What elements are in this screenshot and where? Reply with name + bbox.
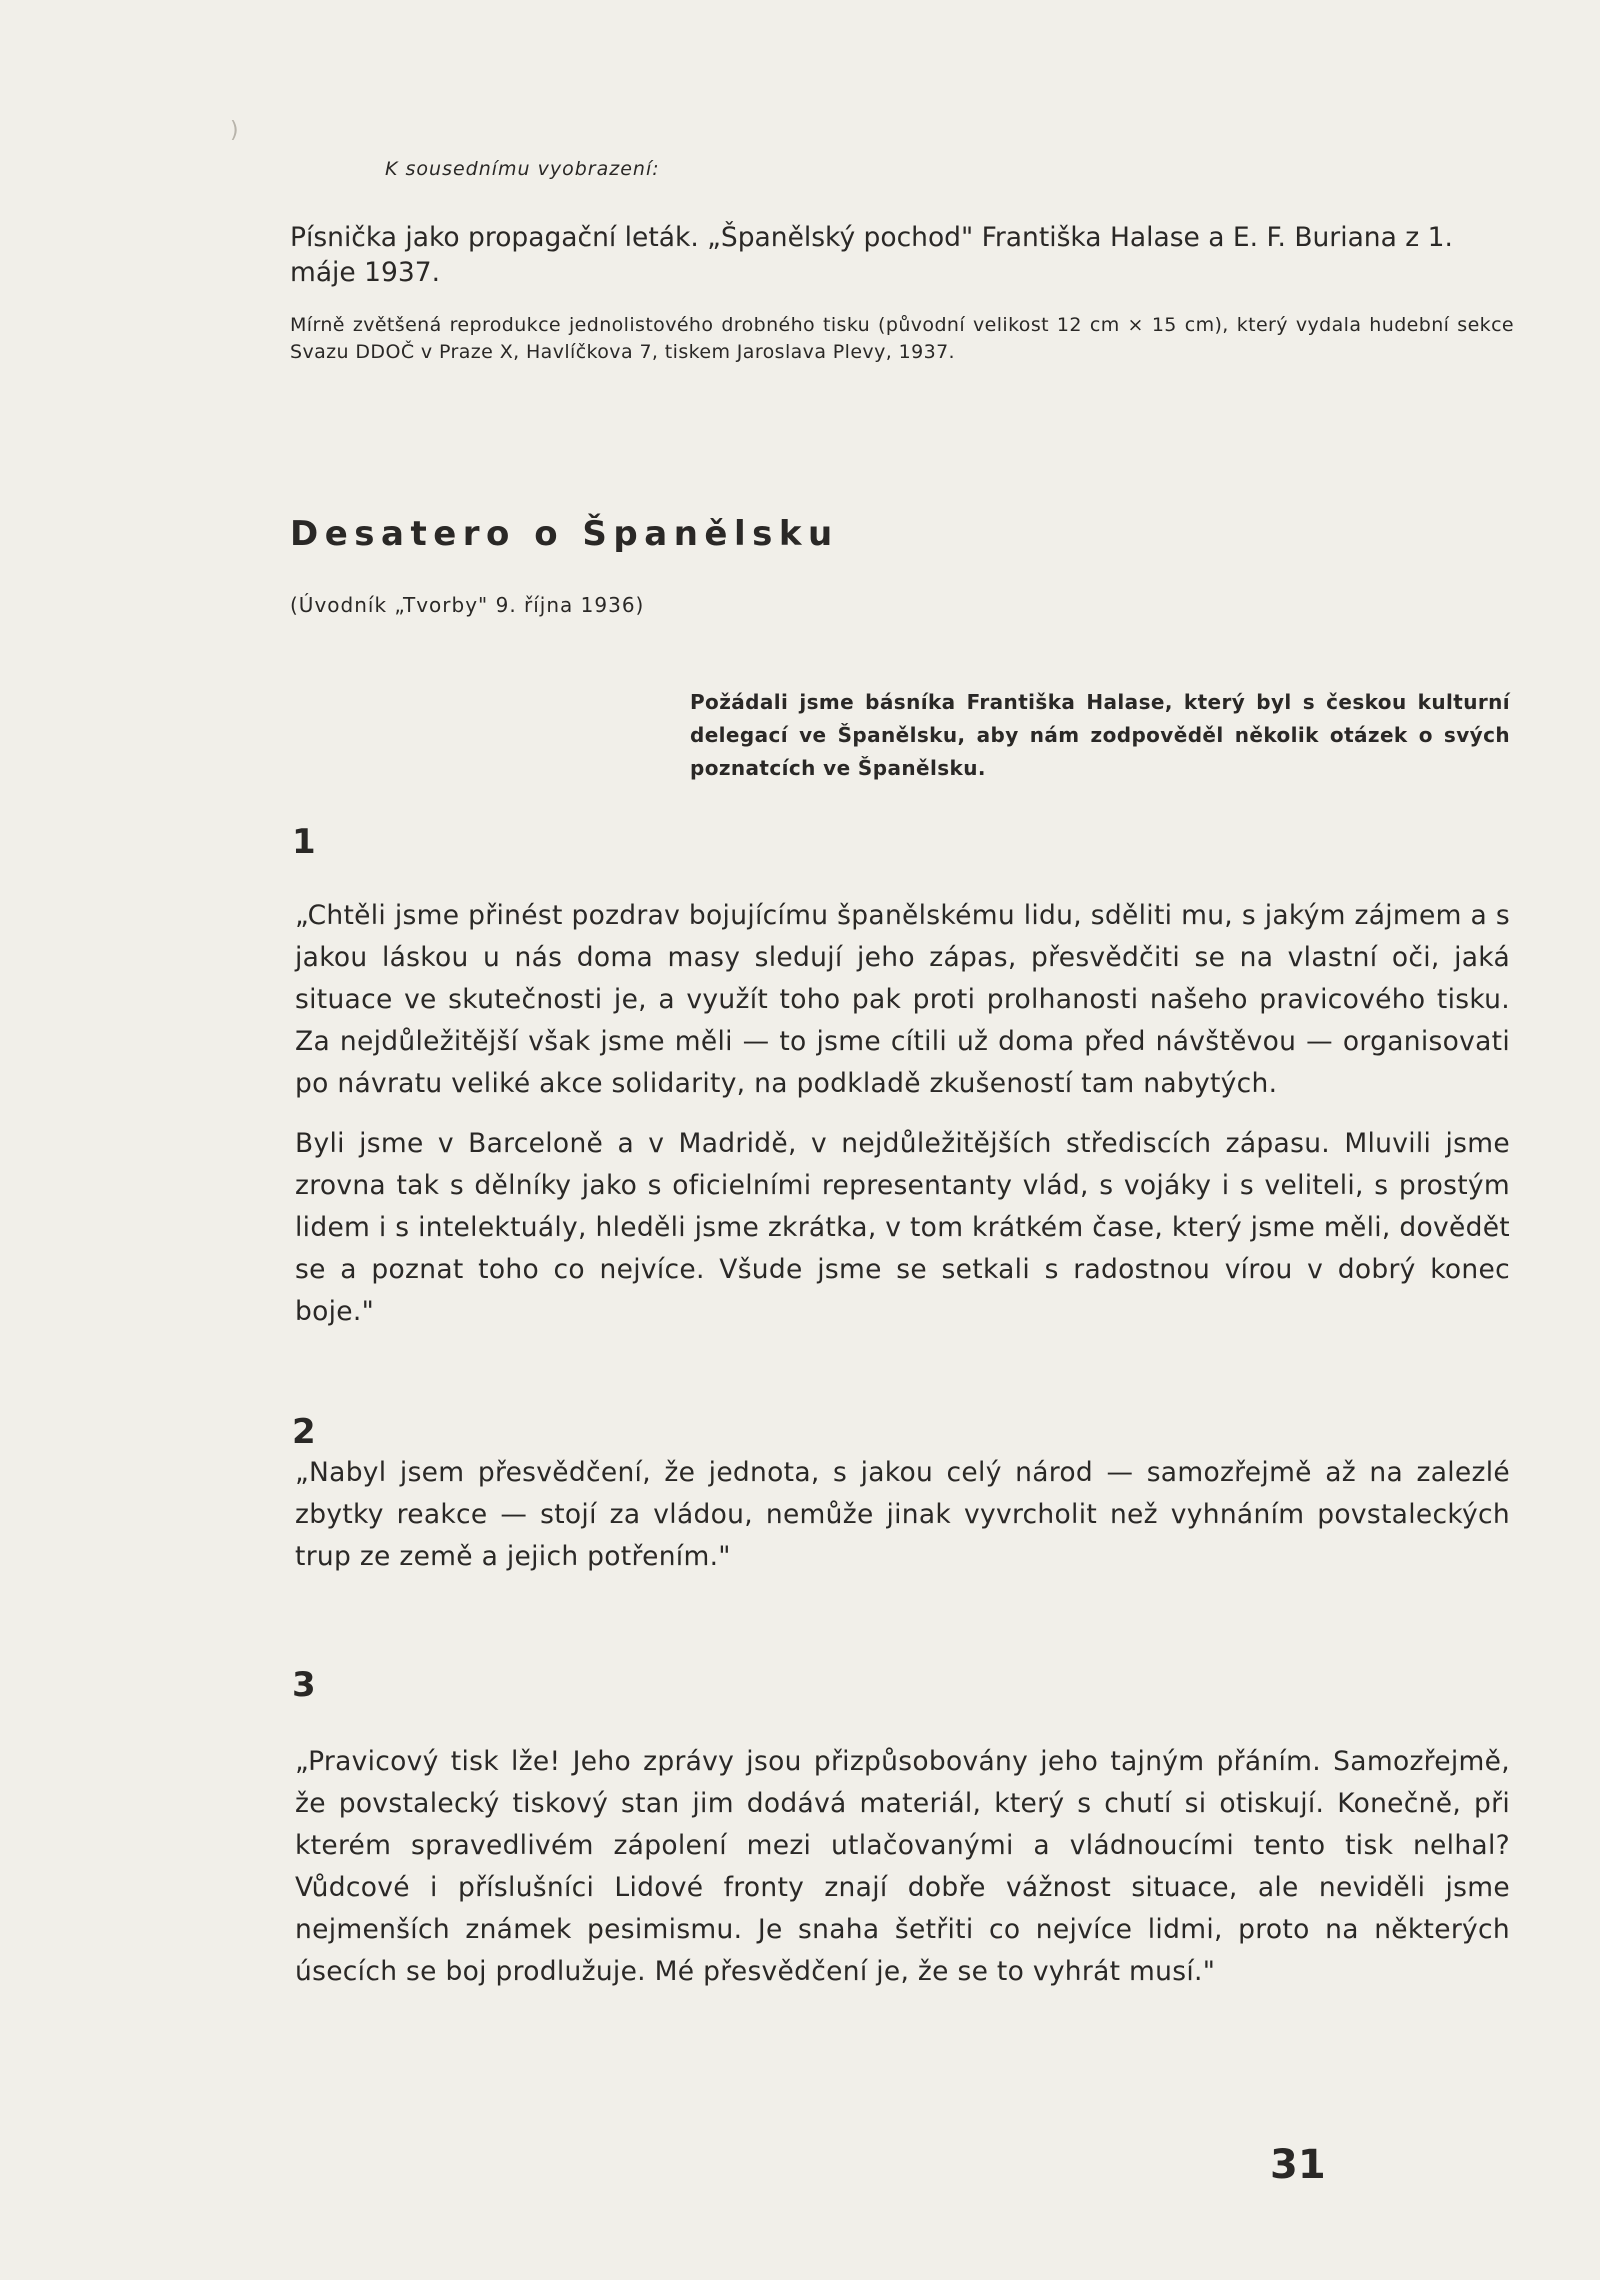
article-source: (Úvodník „Tvorby" 9. října 1936)	[290, 593, 645, 617]
answer-1-paragraph-2: Byli jsme v Barceloně a v Madridě, v nejdůležitějších střediscích zápasu. Mluvili jsme zrovna tak s dělníky jako s oficielními representanty vlád, s vojáky i s veliteli, s prostým lidem i s intelektuály, hleděli jsme zkrátka, v tom krátkém čase, který jsme měli, dovědět se a poznat toho co nejvíce. Všude jsme se setkali s radostnou vírou v dobrý konec boje."	[295, 1128, 1510, 1327]
question-number-1: 1	[292, 822, 316, 862]
caption-note: Mírně zvětšená reprodukce jednolistového drobného tisku (původní velikost 12 cm × 15 cm), který vydala hudební sekce Svazu DDOČ v Praze X, Havlíčkova 7, tiskem Jaroslava Plevy, 1937.	[290, 314, 1514, 363]
article-heading: Desatero o Španělsku	[290, 514, 839, 554]
answer-2	[295, 1452, 1510, 1578]
margin-mark: )	[230, 118, 239, 143]
page-number: 31	[1270, 2142, 1326, 2188]
answer-3	[295, 1741, 1510, 1993]
caption-title: Písnička jako propagační leták. „Španělský pochod" Františka Halase a E. F. Buriana z 1. máje 1937.	[290, 222, 1453, 288]
caption-intro: K sousednímu vyobrazení:	[385, 158, 660, 180]
answer-2-paragraph-1: „Nabyl jsem přesvědčení, že jednota, s jakou celý národ — samozřejmě až na zalezlé zbytky reakce — stojí za vládou, nemůže jinak vyvrcholit než vyhnáním povstaleckých trup ze země a jejich potřením."	[295, 1457, 1510, 1572]
question-number-3: 3	[292, 1665, 316, 1705]
answer-1-paragraph-1: „Chtěli jsme přinést pozdrav bojujícímu španělskému lidu, sděliti mu, s jakým zájmem a s jakou láskou u nás doma masy sledují jeho zápas, přesvědčiti se na vlastní oči, jaká situace ve skutečnosti je, a využít toho pak proti prolhanosti našeho pravicového tisku. Za nejdůležitější však jsme měli — to jsme cítili už doma před návštěvou — organisovati po návratu veliké akce solidarity, na podkladě zkušeností tam nabytých.	[295, 900, 1510, 1099]
answer-1	[295, 895, 1510, 1333]
answer-3-paragraph-1: „Pravicový tisk lže! Jeho zprávy jsou přizpůsobovány jeho tajným přáním. Samozřejmě, že povstalecký tiskový stan jim dodává materiál, který s chutí si otiskují. Konečně, při kterém spravedlivém zápolení mezi utlačovanými a vládnoucími tento tisk nelhal? Vůdcové i příslušníci Lidové fronty znají dobře vážnost situace, ale neviděli jsme nejmenších známek pesimismu. Je snaha šetřiti co nejvíce lidmi, proto na některých úsecích se boj prodlužuje. Mé přesvědčení je, že se to vyhrát musí."	[295, 1746, 1510, 1987]
question-number-2: 2	[292, 1412, 316, 1452]
article-intro: Požádali jsme básníka Františka Halase, který byl s českou kulturní delegací ve Španělsku, aby nám zodpověděl několik otázek o svých poznatcích ve Španělsku.	[690, 690, 1510, 780]
